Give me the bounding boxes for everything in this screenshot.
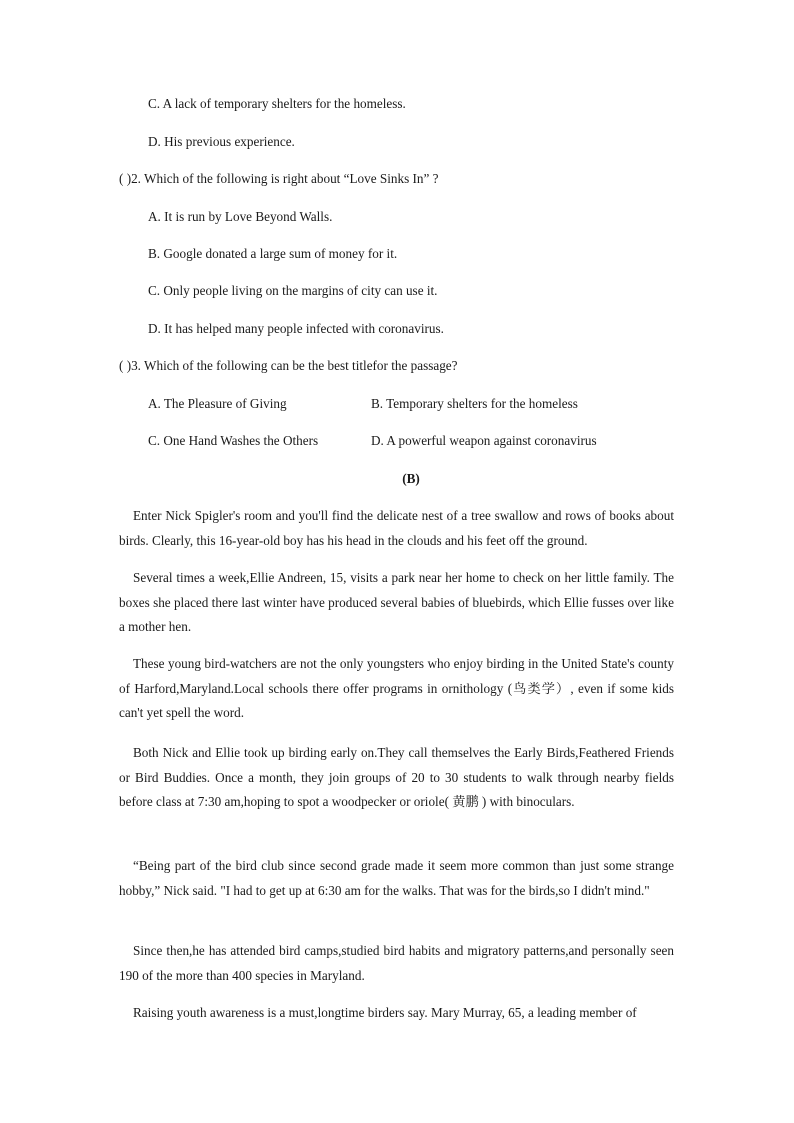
q3-option-a: A. The Pleasure of Giving: [148, 396, 287, 411]
paragraph: Since then,he has attended bird camps,studied bird habits and migratory patterns,and personally seen 190 of the more than 400 species in Maryland.: [119, 943, 674, 983]
section-heading: (B): [402, 471, 420, 486]
q2-option-d: D. It has helped many people infected with coronavirus.: [148, 321, 444, 336]
paragraph: Both Nick and Ellie took up birding early on.They call themselves the Early Birds,Feathered Friends or Bird Buddies. Once a month, they join groups of 20 to 30 students to walk through nearby fields before class at 7:30 am,hoping to spot a woodpecker or oriole( 黄鹏 ) with binoculars.: [119, 745, 674, 810]
paragraph: “Being part of the bird club since second grade made it seem more common than just some strange hobby,” Nick said. "I had to get up at 6:30 am for the walks. That was for the birds,so I didn't mind.": [119, 858, 674, 898]
paragraph: Several times a week,Ellie Andreen, 15, visits a park near her home to check on her little family. The boxes she placed there last winter have produced several babies of bluebirds, which Ellie fusses over like a mother hen.: [119, 570, 674, 635]
question-3-stem: ( )3. Which of the following can be the best titlefor the passage?: [119, 358, 458, 373]
q2-option-b: B. Google donated a large sum of money for it.: [148, 246, 398, 261]
paragraph: Raising youth awareness is a must,longtime birders say. Mary Murray, 65, a leading member of: [133, 1005, 637, 1020]
q3-option-d: D. A powerful weapon against coronavirus: [371, 433, 597, 448]
q2-option-c: C. Only people living on the margins of city can use it.: [148, 283, 438, 298]
q3-option-b: B. Temporary shelters for the homeless: [371, 396, 578, 411]
paragraph: Enter Nick Spigler's room and you'll find the delicate nest of a tree swallow and rows of books about birds. Clearly, this 16-year-old boy has his head in the clouds and his feet off the ground.: [119, 508, 674, 548]
q3-option-c: C. One Hand Washes the Others: [148, 433, 319, 448]
q1-option-c: C. A lack of temporary shelters for the homeless.: [148, 96, 406, 111]
paragraph: These young bird-watchers are not the only youngsters who enjoy birding in the United State's county of Harford,Maryland.Local schools there offer programs in ornithology (鸟类学）, even if some kids can't yet spell the word.: [119, 656, 674, 721]
q1-option-d: D. His previous experience.: [148, 134, 295, 149]
question-2-stem: ( )2. Which of the following is right about “Love Sinks In” ?: [119, 171, 439, 186]
q2-option-a: A. It is run by Love Beyond Walls.: [148, 209, 333, 224]
